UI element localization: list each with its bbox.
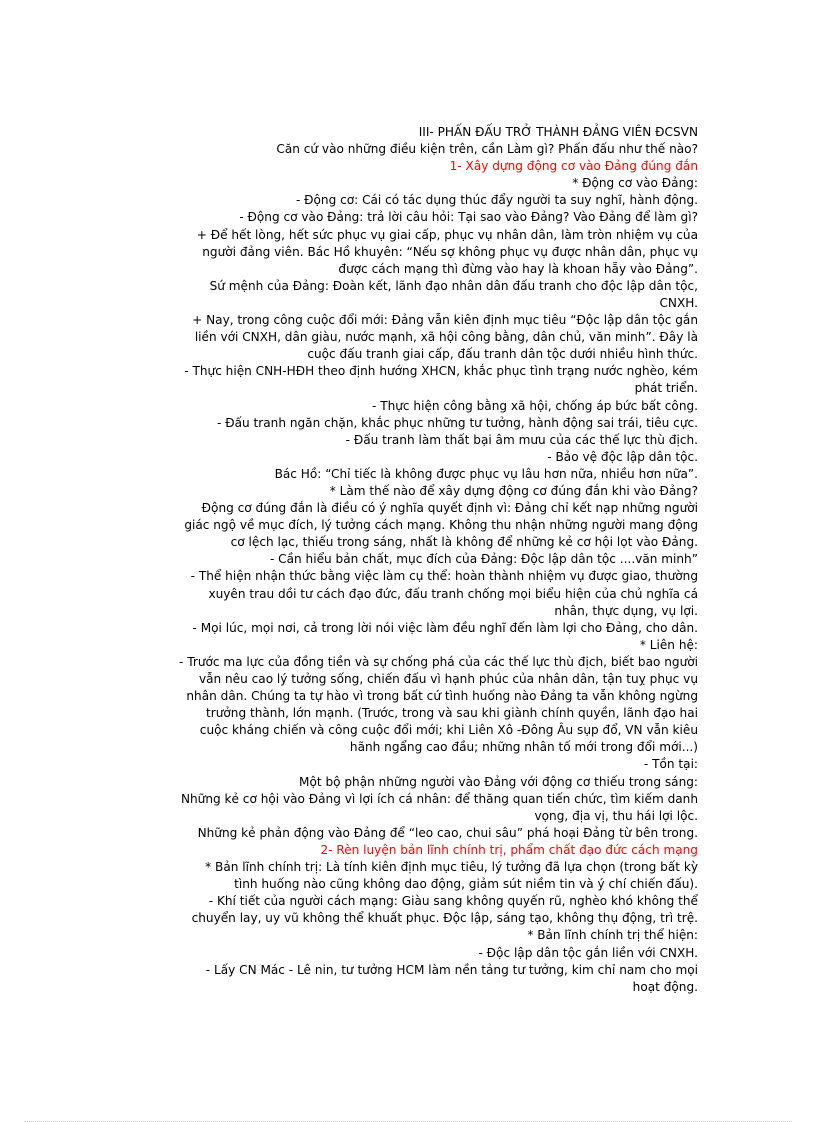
text-line: - Động cơ vào Đảng: trả lời câu hỏi: Tại sao vào Đảng? Vào Đảng để làm gì? xyxy=(239,210,698,225)
paragraph xyxy=(118,141,698,158)
text-line: Một bộ phận những người vào Đảng với động cơ thiếu trong sáng: xyxy=(299,774,698,789)
text-line: - Đấu tranh ngăn chặn, khắc phục những tư tưởng, hành động sai trái, tiêu cực. xyxy=(217,415,698,430)
text-line: chuyển lay, uy vũ không thể khuất phục. Độc lập, sáng tạo, không thụ động, trì trệ. xyxy=(191,911,698,926)
paragraph xyxy=(118,466,698,483)
document-body xyxy=(118,141,698,996)
paragraph xyxy=(118,175,698,192)
page-divider xyxy=(24,1121,792,1122)
text-line: - Cần hiểu bản chất, mục đích của Đảng: Độc lập dân tộc ....văn minh” xyxy=(269,552,698,567)
text-line: được cách mạng thì đừng vào hay là khoan hẵy vào Đảng”. xyxy=(338,261,698,276)
paragraph xyxy=(118,774,698,791)
text-line: cuộc kháng chiến và công cuộc đổi mới; khi Liên Xô -Đông Âu sụp đổ, VN vẫn kiêu xyxy=(199,723,698,738)
text-line: vọng, địa vị, thu hái lợi lộc. xyxy=(534,808,698,823)
text-line: * Bản lĩnh chính trị: Là tính kiên định mục tiêu, lý tưởng đã lựa chọn (trong bất kỳ xyxy=(205,860,698,875)
text-line: - Đấu tranh làm thất bại âm mưu của các thế lực thù địch. xyxy=(345,432,698,447)
text-line: cuộc đấu tranh giai cấp, đấu tranh dân tộc dưới nhiều hình thức. xyxy=(307,347,698,362)
text-line: hoạt động. xyxy=(632,979,698,994)
text-line: - Động cơ: Cái có tác dụng thúc đẩy người ta suy nghĩ, hành động. xyxy=(295,193,698,208)
paragraph xyxy=(118,756,698,773)
text-line: vẫn nêu cao lý tưởng sống, chiến đấu vì hạnh phúc của nhân dân, tận tuỵ phục vụ xyxy=(198,672,698,686)
text-line: Căn cứ vào những điều kiện trên, cần Làm gì? Phấn đấu như thế nào? xyxy=(276,142,698,157)
text-line: * Động cơ vào Đảng: xyxy=(572,176,698,191)
text-line: - Thực hiện công bằng xã hội, chống áp bức bất công. xyxy=(372,398,698,413)
text-line: * Liên hệ: xyxy=(639,637,698,652)
paragraph xyxy=(118,893,698,927)
paragraph xyxy=(118,483,698,500)
paragraph xyxy=(118,192,698,209)
paragraph xyxy=(118,415,698,432)
text-line: - Khí tiết của người cách mạng: Giàu sang không quyến rũ, nghèo khó không thể xyxy=(208,894,698,909)
paragraph xyxy=(118,654,698,757)
text-line: nhân dân. Chúng ta tự hào vì trong bất cứ tình huống nào Đảng ta vẫn không ngừng xyxy=(186,689,698,704)
paragraph xyxy=(118,209,698,226)
text-line: phát triển. xyxy=(634,381,698,396)
text-line: cơ lệch lạc, thiếu trong sáng, nhất là không để những kẻ cơ hội lọt vào Đảng. xyxy=(230,535,698,550)
text-line: trưởng thành, lớn mạnh. (Trước, trong và sau khi giành chính quyền, lãnh đạo hai xyxy=(206,706,698,721)
text-line: 2- Rèn luyện bản lĩnh chính trị, phẩm chất đạo đức cách mạng xyxy=(320,842,698,857)
text-line: Những kẻ phản động vào Đảng để “leo cao, chui sâu” phá hoại Đảng từ bên trong. xyxy=(197,825,698,840)
text-line: CNXH. xyxy=(659,295,698,310)
paragraph xyxy=(118,962,698,996)
paragraph xyxy=(118,500,698,551)
text-line: - Mọi lúc, mọi nơi, cả trong lời nói việc làm đều nghĩ đến làm lợi cho Đảng, cho dân. xyxy=(192,620,698,635)
text-line: 1- Xây dựng động cơ vào Đảng đúng đắn xyxy=(449,159,698,174)
paragraph xyxy=(118,363,698,397)
paragraph xyxy=(118,432,698,449)
paragraph xyxy=(118,278,698,312)
text-line: Những kẻ cơ hội vào Đảng vì lợi ích cá nhân: để thăng quan tiến chức, tìm kiếm danh xyxy=(180,791,698,806)
text-line: - Độc lập dân tộc gắn liền với CNXH. xyxy=(478,945,698,960)
text-line: - Lấy CN Mác - Lê nin, tư tưởng HCM làm nền tảng tư tưởng, kim chỉ nam cho mọi xyxy=(205,962,698,977)
paragraph xyxy=(118,551,698,568)
paragraph xyxy=(118,312,698,363)
text-line: Bác Hồ: “Chỉ tiếc là không được phục vụ lâu hơn nữa, nhiều hơn nữa”. xyxy=(274,466,698,481)
text-line: - Bảo vệ độc lập dân tộc. xyxy=(547,449,698,464)
document-page xyxy=(118,124,698,996)
paragraph xyxy=(118,227,698,278)
text-line: nhân, thực dụng, vụ lợi. xyxy=(554,603,698,618)
paragraph xyxy=(118,859,698,893)
paragraph xyxy=(118,637,698,654)
paragraph xyxy=(118,945,698,962)
paragraph xyxy=(118,825,698,842)
text-line: tình huống nào cũng không dao động, giảm sút niềm tin và ý chí chiến đấu). xyxy=(234,877,698,892)
text-line: - Tồn tại: xyxy=(643,757,698,772)
text-line: Động cơ đúng đắn là điều có ý nghĩa quyết định vì: Đảng chỉ kết nạp những người xyxy=(201,501,698,516)
text-line: người đảng viên. Bác Hồ khuyên: “Nếu sợ không phục vụ được nhân dân, phục vụ xyxy=(202,244,698,259)
text-line: * Bản lĩnh chính trị thể hiện: xyxy=(527,928,698,943)
section-heading xyxy=(118,842,698,859)
section-heading xyxy=(118,158,698,175)
text-line: + Để hết lòng, hết sức phục vụ giai cấp, phục vụ nhân dân, làm tròn nhiệm vụ của xyxy=(196,227,698,242)
text-line: - Thể hiện nhận thức bằng việc làm cụ thể: hoàn thành nhiệm vụ được giao, thường xyxy=(190,569,698,584)
paragraph xyxy=(118,449,698,466)
text-line: * Làm thế nào để xây dựng động cơ đúng đắn khi vào Đảng? xyxy=(329,483,698,498)
text-line: + Nay, trong công cuộc đổi mới: Đảng vẫn kiên định mục tiêu “Độc lập dân tộc gắn xyxy=(192,313,698,328)
text-line: liền với CNXH, dân giàu, nước mạnh, xã hội công bằng, dân chủ, văn minh”. Đây là xyxy=(194,330,698,345)
document-title: III- PHẤN ĐẤU TRỞ THÀNH ĐẢNG VIÊN ĐCSVN xyxy=(418,125,698,139)
paragraph xyxy=(118,568,698,619)
text-line: Sứ mệnh của Đảng: Đoàn kết, lãnh đạo nhân dân đấu tranh cho độc lập dân tộc, xyxy=(209,278,698,293)
text-line: xuyên trau dồi tư cách đạo đức, đấu tranh chống mọi biểu hiện của chủ nghĩa cá xyxy=(208,586,698,601)
text-line: - Trước ma lực của đồng tiền và sự chống phá của các thế lực thù địch, biết bao người xyxy=(179,654,698,669)
paragraph xyxy=(118,620,698,637)
paragraph xyxy=(118,398,698,415)
text-line: giác ngộ về mục đích, lý tưởng cách mạng. Không thu nhận những người mang động xyxy=(184,518,698,533)
text-line: - Thực hiện CNH-HĐH theo định hướng XHCN, khắc phục tình trạng nước nghèo, kém xyxy=(184,364,698,379)
text-line: hãnh ngẩng cao đầu; những nhân tố mới trong đổi mới...) xyxy=(349,740,698,755)
paragraph xyxy=(118,927,698,944)
paragraph xyxy=(118,791,698,825)
